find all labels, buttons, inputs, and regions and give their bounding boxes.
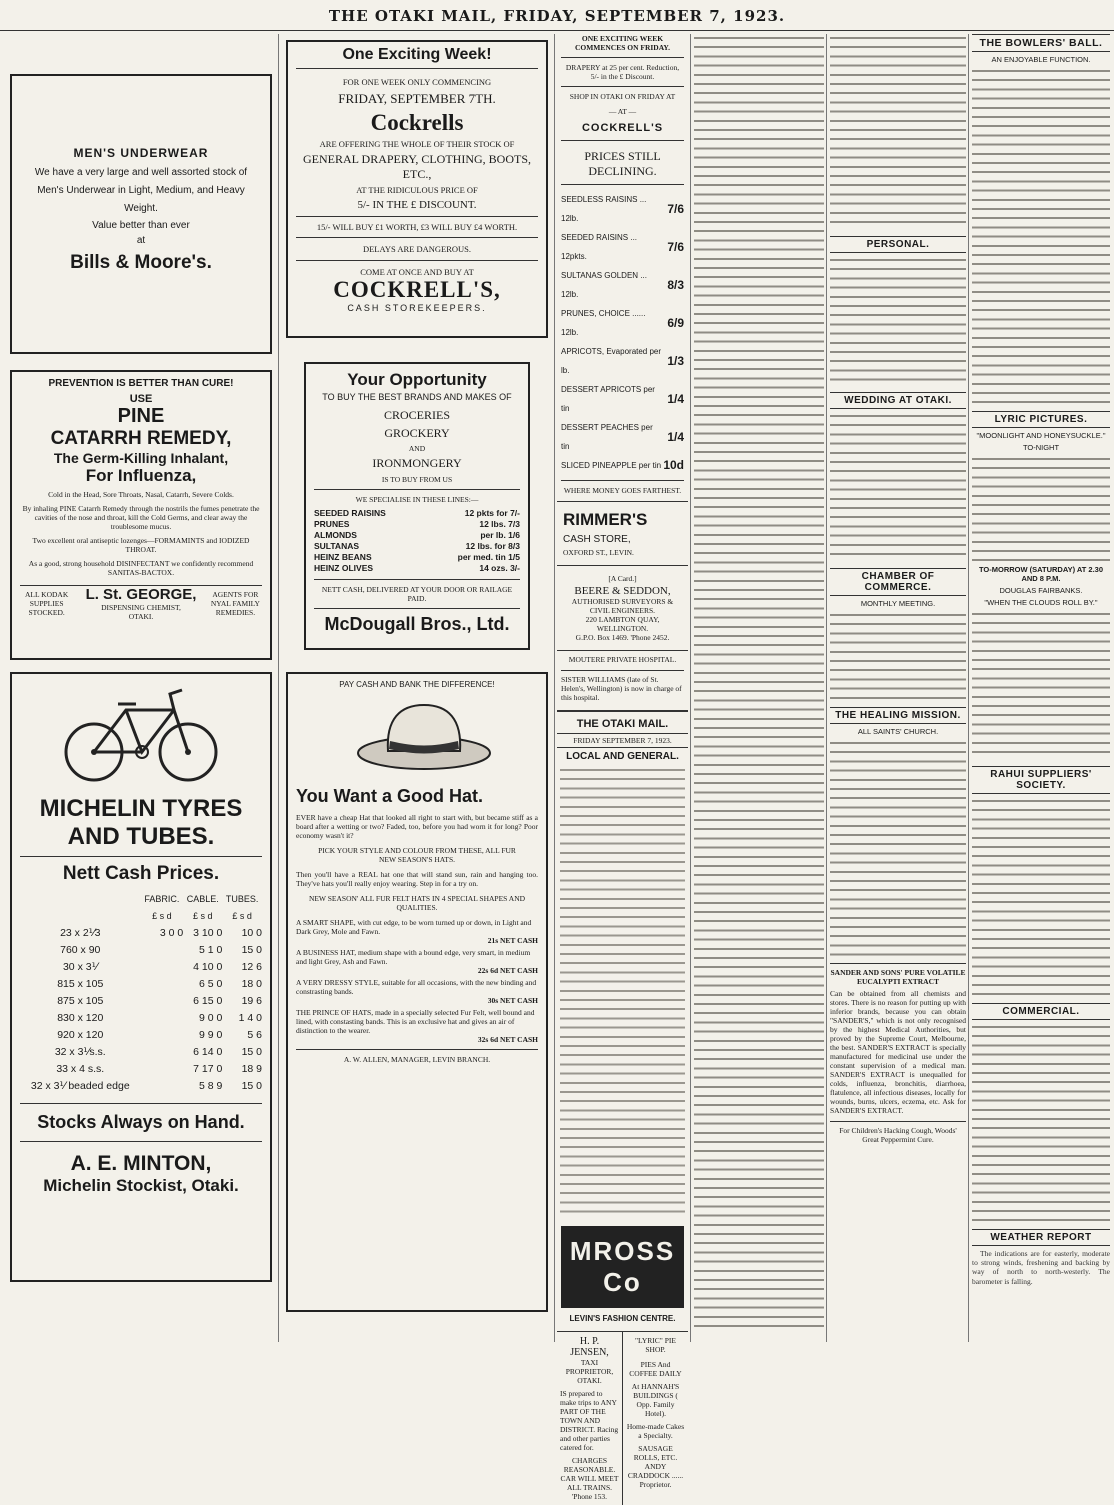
jensen-l4: CHARGES REASONABLE. (560, 1456, 619, 1474)
personal-heading: PERSONAL. (830, 236, 966, 253)
cockrells-l10: CASH STOREKEEPERS. (296, 303, 538, 313)
hat-title: You Want a Good Hat. (296, 786, 538, 807)
lyric-clouds: "WHEN THE CLOUDS ROLL BY." (972, 598, 1110, 607)
tyre-row-cable: 6 14 0 (183, 1044, 222, 1061)
hat-p5: A SMART SHAPE, with cut edge, to be worn turned up or down, in Light and Dark Grey, Mole and Fawn. (296, 918, 538, 936)
chamber-sub: MONTHLY MEETING. (830, 599, 966, 608)
price-row-price: 6/9 (663, 304, 684, 342)
lyric-pie-l5: ANDY CRADDOCK ...... Proprietor. (626, 1462, 685, 1489)
hat-top: PAY CASH AND BANK THE DIFFERENCE! (296, 680, 538, 689)
grocery-row-item: SEEDED RAISINS (314, 508, 424, 519)
jensen-name: H. P. JENSEN, (560, 1336, 619, 1358)
mcdougall-spec: WE SPECIALISE IN THESE LINES:— (314, 495, 520, 504)
column-2 (282, 34, 552, 1342)
tyre-row-cable: 9 9 0 (183, 1027, 222, 1044)
tyre-row-fabric (141, 976, 184, 993)
bottom-ads (557, 1331, 688, 1505)
michelin-ad (10, 672, 272, 1282)
tyre-row (20, 925, 262, 942)
tyre-row (20, 1044, 262, 1061)
hat-p8-price: 32s 6d NET CASH (296, 1035, 538, 1044)
lyric-tomorrow: TO-MORROW (SATURDAY) AT 2.30 AND 8 P.M. (972, 565, 1110, 583)
news-text-block (830, 412, 966, 562)
local-general-heading: LOCAL AND GENERAL. (557, 751, 688, 762)
price-row (561, 266, 684, 304)
tyre-row-tubes: 15 0 (222, 1044, 262, 1061)
underwear-title: MEN'S UNDERWEAR (20, 146, 262, 160)
grocery-row-item: PRUNES (314, 519, 424, 530)
col-cable: CABLE. (183, 891, 222, 908)
news-text-block (694, 34, 824, 1334)
tyre-row-tubes: 5 6 (222, 1027, 262, 1044)
tyre-row-fabric: 3 0 0 (141, 925, 184, 942)
rimmers-addr: OXFORD ST., LEVIN. (563, 548, 682, 557)
grocery-row-price: 14 ozs. 3/- (424, 563, 520, 574)
hat-ad (286, 672, 548, 1312)
catarrh-inhaling: By inhaling PINE Catarrh Remedy through the nostrils the fumes penetrate the cavities of the nose and throat, kill the Cold Germs, and clear away the troublesome mucus. (20, 504, 262, 531)
tyre-row-tubes: 18 9 (222, 1061, 262, 1078)
beere-name: BEERE & SEDDON, (561, 585, 684, 597)
price-row-item: DESSERT APRICOTS per tin (561, 380, 663, 418)
moutere-body: SISTER WILLIAMS (late of St. Helen's, Wellington) is now in charge of this hospital. (561, 670, 684, 702)
tyre-row-cable: 9 0 0 (183, 1010, 222, 1027)
ross-sub: LEVIN'S FASHION CENTRE. (557, 1314, 688, 1323)
lyric-sub1: "MOONLIGHT AND HONEYSUCKLE." (972, 431, 1110, 440)
chemist-name: L. St. GEORGE, (73, 586, 209, 603)
grocery-row-price: per lb. 1/6 (424, 530, 520, 541)
lyric-pie-l1: PIES And COFFEE DAILY (626, 1360, 685, 1378)
price-row-price: 1/3 (663, 342, 684, 380)
mcdougall-store: McDougall Bros., Ltd. (314, 614, 520, 635)
hat-p2: PICK YOUR STYLE AND COLOUR FROM THESE, ALL FUR NEW SEASON'S HATS. (316, 846, 518, 864)
column-rule (690, 34, 691, 1342)
lyric-pie-l4: SAUSAGE ROLLS, ETC. (626, 1444, 685, 1462)
lyric-pie-l3: Home-made Cakes a Specialty. (626, 1422, 685, 1440)
catarrh-remedy: CATARRH REMEDY, (20, 428, 262, 450)
ross-ad (561, 1226, 684, 1308)
tyre-row-fabric (141, 1044, 184, 1061)
rimmers-sub: CASH STORE, (563, 534, 682, 545)
tyre-row (20, 959, 262, 976)
tyre-row-fabric (141, 1010, 184, 1027)
beere-l2: 220 LAMBTON QUAY, WELLINGTON. (561, 615, 684, 633)
price-row-item: DESSERT PEACHES per tin (561, 418, 663, 456)
beere-card-label: [A Card.] (561, 574, 684, 583)
price-row-item: SLICED PINEAPPLE per tin (561, 456, 663, 475)
cockrells-l5: AT THE RIDICULOUS PRICE OF (296, 185, 538, 196)
hat-p5-price: 21s NET CASH (296, 936, 538, 945)
bicycle-illustration (56, 680, 226, 790)
tyre-row-fabric (141, 1061, 184, 1078)
jensen-l3: IS prepared to make trips to ANY PART OF THE TOWN AND DISTRICT. Racing and other parties catered for. (560, 1389, 619, 1452)
price-row (561, 228, 684, 266)
price-row (561, 380, 684, 418)
jensen-l2: OTAKI. (560, 1376, 619, 1385)
tyre-row-tubes: 15 0 (222, 942, 262, 959)
underwear-body: We have a very large and well assorted stock of Men's Underwear in Light, Medium, and Heavy Weight. (20, 164, 262, 218)
underwear-tagline: Value better than ever (20, 220, 262, 231)
news-text-block (830, 34, 966, 230)
nyal-note: AGENTS FOR NYAL FAMILY REMEDIES. (209, 586, 262, 622)
news-text-block (972, 67, 1110, 405)
tyre-row-size: 830 x 120 (20, 1010, 141, 1027)
cockrells-l9: COME AT ONCE AND BUY AT (296, 267, 538, 278)
catarrh-disinfectant: As a good, strong household DISINFECTANT we confidently recommend SANITAS-BACTOX. (20, 559, 262, 577)
tyre-row-fabric (141, 1078, 184, 1095)
tyre-row-cable: 7 17 0 (183, 1061, 222, 1078)
grocery-row-price: per med. tin 1/5 (424, 552, 520, 563)
cockrells-store: COCKRELL'S, (296, 277, 538, 303)
price-row (561, 418, 684, 456)
cockrells-small-ad (557, 34, 688, 495)
healing-sub: ALL SAINTS' CHURCH. (830, 727, 966, 736)
hat-illustration (296, 689, 552, 779)
price-row (561, 456, 684, 475)
tyre-row-size: 920 x 120 (20, 1027, 141, 1044)
tyre-row (20, 1061, 262, 1078)
column-5 (830, 34, 966, 1342)
mcdougall-l1: TO BUY THE BEST BRANDS AND MAKES OF (314, 392, 520, 402)
grocery-row-price: 12 pkts for 7/- (424, 508, 520, 519)
beere-l1: AUTHORISED SURVEYORS & CIVIL ENGINEERS. (561, 597, 684, 615)
bowlers-sub: AN ENJOYABLE FUNCTION. (972, 55, 1110, 64)
mcdougall-price-list (314, 508, 520, 574)
mcdougall-nett: NETT CASH, DELIVERED AT YOUR DOOR OR RAILAGE PAID. (314, 585, 520, 603)
price-row (561, 342, 684, 380)
tyre-row (20, 942, 262, 959)
hat-p7: A VERY DRESSY STYLE, suitable for all occasions, with the new binding and constrasting bands. (296, 978, 538, 996)
cockrells-date: FRIDAY, SEPTEMBER 7TH. (296, 91, 538, 107)
cockrells2-l2: DRAPERY at 25 per cent. Reduction, 5/- in the £ Discount. (561, 63, 684, 81)
cockrells-l1: FOR ONE WEEK ONLY COMMENCING (296, 77, 538, 88)
underwear-at: at (20, 235, 262, 246)
col-units-cable: £ s d (183, 908, 222, 925)
column-1 (6, 34, 276, 1342)
price-row-price: 8/3 (663, 266, 684, 304)
price-row-item: SULTANAS GOLDEN ... 12lb. (561, 266, 663, 304)
commercial-heading: COMMERCIAL. (972, 1003, 1110, 1020)
hat-p3: Then you'll have a REAL hat one that will stand sun, rain and hanging too. They've hats you'll really enjoy wearing. Step in for a try on. (296, 870, 538, 888)
tyre-row-tubes: 15 0 (222, 1078, 262, 1095)
cockrells2-store: COCKRELL'S (561, 122, 684, 134)
tyre-row-cable: 6 15 0 (183, 993, 222, 1010)
michelin-title1: MICHELIN TYRES (20, 795, 262, 823)
mcdougall-l2: IS TO BUY FROM US (314, 475, 520, 484)
lyric-sub2: TO-NIGHT (972, 443, 1110, 452)
tyre-row-size: 33 x 4 s.s. (20, 1061, 141, 1078)
tyre-row-fabric (141, 993, 184, 1010)
cockrells2-l1: ONE EXCITING WEEK COMMENCES ON FRIDAY. (561, 34, 684, 52)
column-rule (554, 34, 555, 1342)
grocery-row (314, 541, 520, 552)
michelin-title2: AND TUBES. (20, 823, 262, 851)
lyric-pie-ad (623, 1332, 689, 1505)
cockrells2-price-list (561, 190, 684, 475)
tyre-row-size: 815 x 105 (20, 976, 141, 993)
lyric-fairbanks: DOUGLAS FAIRBANKS. (972, 586, 1110, 595)
grocery-row-item: SULTANAS (314, 541, 424, 552)
tyre-row-tubes: 1 4 0 (222, 1010, 262, 1027)
price-row-price: 1/4 (663, 380, 684, 418)
tyre-row-cable: 5 1 0 (183, 942, 222, 959)
news-text-block (830, 739, 966, 959)
rimmers-name: RIMMER'S (563, 510, 682, 530)
catarrh-cold: Cold in the Head, Sore Throats, Nasal, Catarrh, Severe Colds. (20, 490, 262, 499)
hat-p7-price: 30s NET CASH (296, 996, 538, 1005)
tyre-row-tubes: 18 0 (222, 976, 262, 993)
underwear-ad (10, 74, 272, 354)
local-news-text (557, 762, 688, 1220)
paper-header (557, 710, 688, 762)
tyre-row-cable: 3 10 0 (183, 925, 222, 942)
hat-sign: A. W. ALLEN, MANAGER, LEVIN BRANCH. (296, 1055, 538, 1064)
price-row-item: SEEDED RAISINS ... 12pkts. (561, 228, 663, 266)
hat-p4: NEW SEASON' ALL FUR FELT HATS IN 4 SPECIAL SHAPES AND QUALITIES. (306, 894, 528, 912)
cockrells-title: One Exciting Week! (296, 46, 538, 69)
price-row-item: APRICOTS, Evaporated per lb. (561, 342, 663, 380)
sanders-title: SANDER AND SONS' PURE VOLATILE EUCALYPTI EXTRACT (830, 968, 966, 986)
chemist-town: OTAKI. (73, 612, 209, 621)
cockrells-l8: DELAYS ARE DANGEROUS. (296, 244, 538, 255)
grocery-row (314, 530, 520, 541)
grocery-row (314, 508, 520, 519)
jensen-l5: CAR WILL MEET ALL TRAINS. (560, 1474, 619, 1492)
news-text-block (972, 797, 1110, 997)
bowlers-heading: THE BOWLERS' BALL. (972, 34, 1110, 52)
col-tubes: TUBES. (222, 891, 262, 908)
tyre-row-size: 23 x 2⅟3 (20, 925, 141, 942)
masthead: THE OTAKI MAIL, FRIDAY, SEPTEMBER 7, 1923. (0, 2, 1114, 31)
paper-name: THE OTAKI MAIL. (557, 718, 688, 730)
tyre-row-fabric (141, 959, 184, 976)
lyric-pie-title: "LYRIC" PIE SHOP. (626, 1336, 685, 1354)
beere-l3: G.P.O. Box 1469. 'Phone 2452. (561, 633, 684, 642)
catarrh-lozenges: Two excellent oral antiseptic lozenges—FORMAMINTS and IODIZED THROAT. (20, 536, 262, 554)
chemist-title: DISPENSING CHEMIST, (73, 603, 209, 612)
news-text-block (972, 1023, 1110, 1223)
hat-p6-price: 22s 6d NET CASH (296, 966, 538, 975)
hat-p8: THE PRINCE OF HATS, made in a specially selected Fur Felt, well bound and lined, with constasting bands. This is an exclusive hat and gives an air of distinction to the wearer. (296, 1008, 538, 1035)
mcdougall-g1: CROCERIES (314, 408, 520, 423)
michelin-dealer-name: A. E. MINTON, (20, 1152, 262, 1176)
grocery-row (314, 552, 520, 563)
catarrh-inhalant: The Germ-Killing Inhalant, (20, 450, 262, 466)
tyre-row-size: 875 x 105 (20, 993, 141, 1010)
hat-p1: EVER have a cheap Hat that looked all right to start with, but became stiff as a board after a wetting or two? Faded, too, before you had worn it for long? Poor economy wasn't it? (296, 813, 538, 840)
cockrells-name: Cockrells (296, 110, 538, 136)
weather-body: The indications are for easterly, moderate to strong winds, freshening and backing by way of north to north-westerly. The barometer is falling. (972, 1249, 1110, 1286)
chamber-heading: CHAMBER OF COMMERCE. (830, 568, 966, 596)
michelin-price-table (20, 891, 262, 1095)
price-row-price: 10d (663, 456, 684, 475)
cockrells-l4: GENERAL DRAPERY, CLOTHING, BOOTS, ETC., (296, 152, 538, 182)
tyre-row-cable: 5 8 9 (183, 1078, 222, 1095)
tyre-row-size: 30 x 3⅟ (20, 959, 141, 976)
price-row-item: PRUNES, CHOICE ...... 12lb. (561, 304, 663, 342)
tyre-row-fabric (141, 942, 184, 959)
tyre-row-size: 32 x 3⅟ beaded edge (20, 1078, 141, 1095)
catarrh-pine: PINE (20, 405, 262, 428)
kodak-note: ALL KODAK SUPPLIES STOCKED. (20, 586, 73, 622)
column-rule (968, 34, 969, 1342)
column-rule (826, 34, 827, 1342)
cockrells2-at: — AT — (561, 107, 684, 116)
mcdougall-g3: IRONMONGERY (314, 456, 520, 471)
cockrells2-l3: SHOP IN OTAKI ON FRIDAY AT (561, 92, 684, 101)
news-text-block (972, 610, 1110, 760)
catarrh-influenza: For Influenza, (20, 466, 262, 486)
michelin-prices-heading: Nett Cash Prices. (20, 863, 262, 885)
cockrells-l7: 15/- WILL BUY £1 WORTH, £3 WILL BUY £4 WORTH. (296, 222, 538, 233)
grocery-row-price: 12 lbs. for 8/3 (424, 541, 520, 552)
tyre-row-size: 32 x 3⅟s.s. (20, 1044, 141, 1061)
tyre-row (20, 993, 262, 1010)
price-row (561, 190, 684, 228)
mcdougall-ad (304, 362, 530, 650)
price-row (561, 304, 684, 342)
weather-heading: WEATHER REPORT (972, 1229, 1110, 1246)
wedding-heading: WEDDING AT OTAKI. (830, 392, 966, 409)
tyre-row-cable: 6 5 0 (183, 976, 222, 993)
catarrh-ad (10, 370, 272, 660)
mcdougall-title: Your Opportunity (314, 370, 520, 390)
cockrells2-foot: WHERE MONEY GOES FARTHEST. (561, 486, 684, 495)
grocery-row-item: HEINZ OLIVES (314, 563, 424, 574)
tyre-row-tubes: 12 6 (222, 959, 262, 976)
catarrh-top: PREVENTION IS BETTER THAN CURE! (20, 378, 262, 389)
price-row-item: SEEDLESS RAISINS ... 12lb. (561, 190, 663, 228)
col-units-tubes: £ s d (222, 908, 262, 925)
column-6 (972, 34, 1110, 1342)
underwear-store: Bills & Moore's. (20, 252, 262, 274)
rimmers-ad (557, 501, 688, 557)
prices-declining: DECLINING. (561, 164, 684, 179)
price-row-price: 7/6 (663, 190, 684, 228)
column-rule (278, 34, 279, 1342)
grocery-row-price: 12 lbs. 7/3 (424, 519, 520, 530)
tyre-row-tubes: 19 6 (222, 993, 262, 1010)
hat-p6: A BUSINESS HAT, medium shape with a bound edge, very smart, in medium and light Grey, Ash and Fawn. (296, 948, 538, 966)
lyric-heading: LYRIC PICTURES. (972, 411, 1110, 428)
news-text-block (560, 766, 685, 1216)
catarrh-use: USE (20, 393, 262, 405)
moutere-title: MOUTERE PRIVATE HOSPITAL. (561, 655, 684, 664)
jensen-ad (557, 1332, 623, 1505)
news-text-block (830, 256, 966, 386)
price-row-price: 7/6 (663, 228, 684, 266)
lyric-pie-l2: At HANNAH'S BUILDINGS ( Opp. Family Hotel). (626, 1382, 685, 1418)
michelin-stocks: Stocks Always on Hand. (20, 1112, 262, 1133)
mcdougall-g2: GROCKERY (314, 426, 520, 441)
grocery-row-item: HEINZ BEANS (314, 552, 424, 563)
sanders-ad (830, 963, 966, 1115)
tyre-row (20, 1078, 262, 1095)
price-row-price: 1/4 (663, 418, 684, 456)
tyre-row-size: 760 x 90 (20, 942, 141, 959)
healing-heading: THE HEALING MISSION. (830, 707, 966, 724)
prices-still: PRICES STILL (561, 149, 684, 164)
mcdougall-and: AND (314, 444, 520, 453)
ross-name: MROSS Co (563, 1236, 682, 1298)
jensen-l6: 'Phone 153. (560, 1492, 619, 1501)
moutere-ad (557, 650, 688, 706)
tyre-row (20, 976, 262, 993)
cockrells-l3: ARE OFFERING THE WHOLE OF THEIR STOCK OF (296, 139, 538, 150)
grocery-row (314, 563, 520, 574)
grocery-row (314, 519, 520, 530)
cockrells-ad (286, 40, 548, 338)
column-3 (557, 34, 688, 1342)
col-units-fabric: £ s d (141, 908, 184, 925)
tyre-row-fabric (141, 1027, 184, 1044)
jensen-l1: TAXI PROPRIETOR, (560, 1358, 619, 1376)
tyre-row-cable: 4 10 0 (183, 959, 222, 976)
tyre-row (20, 1010, 262, 1027)
woods-ad: For Children's Hacking Cough, Woods' Great Peppermint Cure. (830, 1121, 966, 1144)
michelin-dealer-title: Michelin Stockist, Otaki. (20, 1176, 262, 1196)
tyre-row-tubes: 10 0 (222, 925, 262, 942)
chemist-footer (20, 585, 262, 621)
paper-date: FRIDAY SEPTEMBER 7, 1923. (557, 733, 688, 748)
col-fabric: FABRIC. (141, 891, 184, 908)
rahui-heading: RAHUI SUPPLIERS' SOCIETY. (972, 766, 1110, 794)
beere-card (557, 565, 688, 650)
grocery-row-item: ALMONDS (314, 530, 424, 541)
news-text-block (972, 455, 1110, 565)
column-4 (694, 34, 824, 1342)
cockrells-l6: 5/- IN THE £ DISCOUNT. (296, 199, 538, 211)
tyre-row (20, 1027, 262, 1044)
news-text-block (830, 611, 966, 701)
sanders-body: Can be obtained from all chemists and stores. There is no reason for putting up with inferior brands, because you can obtain "SANDER'S," which is not only recognised by the highest Medical Authorities, but proved by the Supreme Court, Melbourne, the best. SANDER'S EXTRACT is specially manufactured for medicinal use under the constant supervision of a medical man. SANDER'S EXTRACT is unequalled for colds, influenza, bronchitis, diarrhoea, flatulence, all infectious diseases, locally for wounds, burns, ulcers, eczema, etc. Ask for SANDER'S EXTRACT. (830, 989, 966, 1115)
